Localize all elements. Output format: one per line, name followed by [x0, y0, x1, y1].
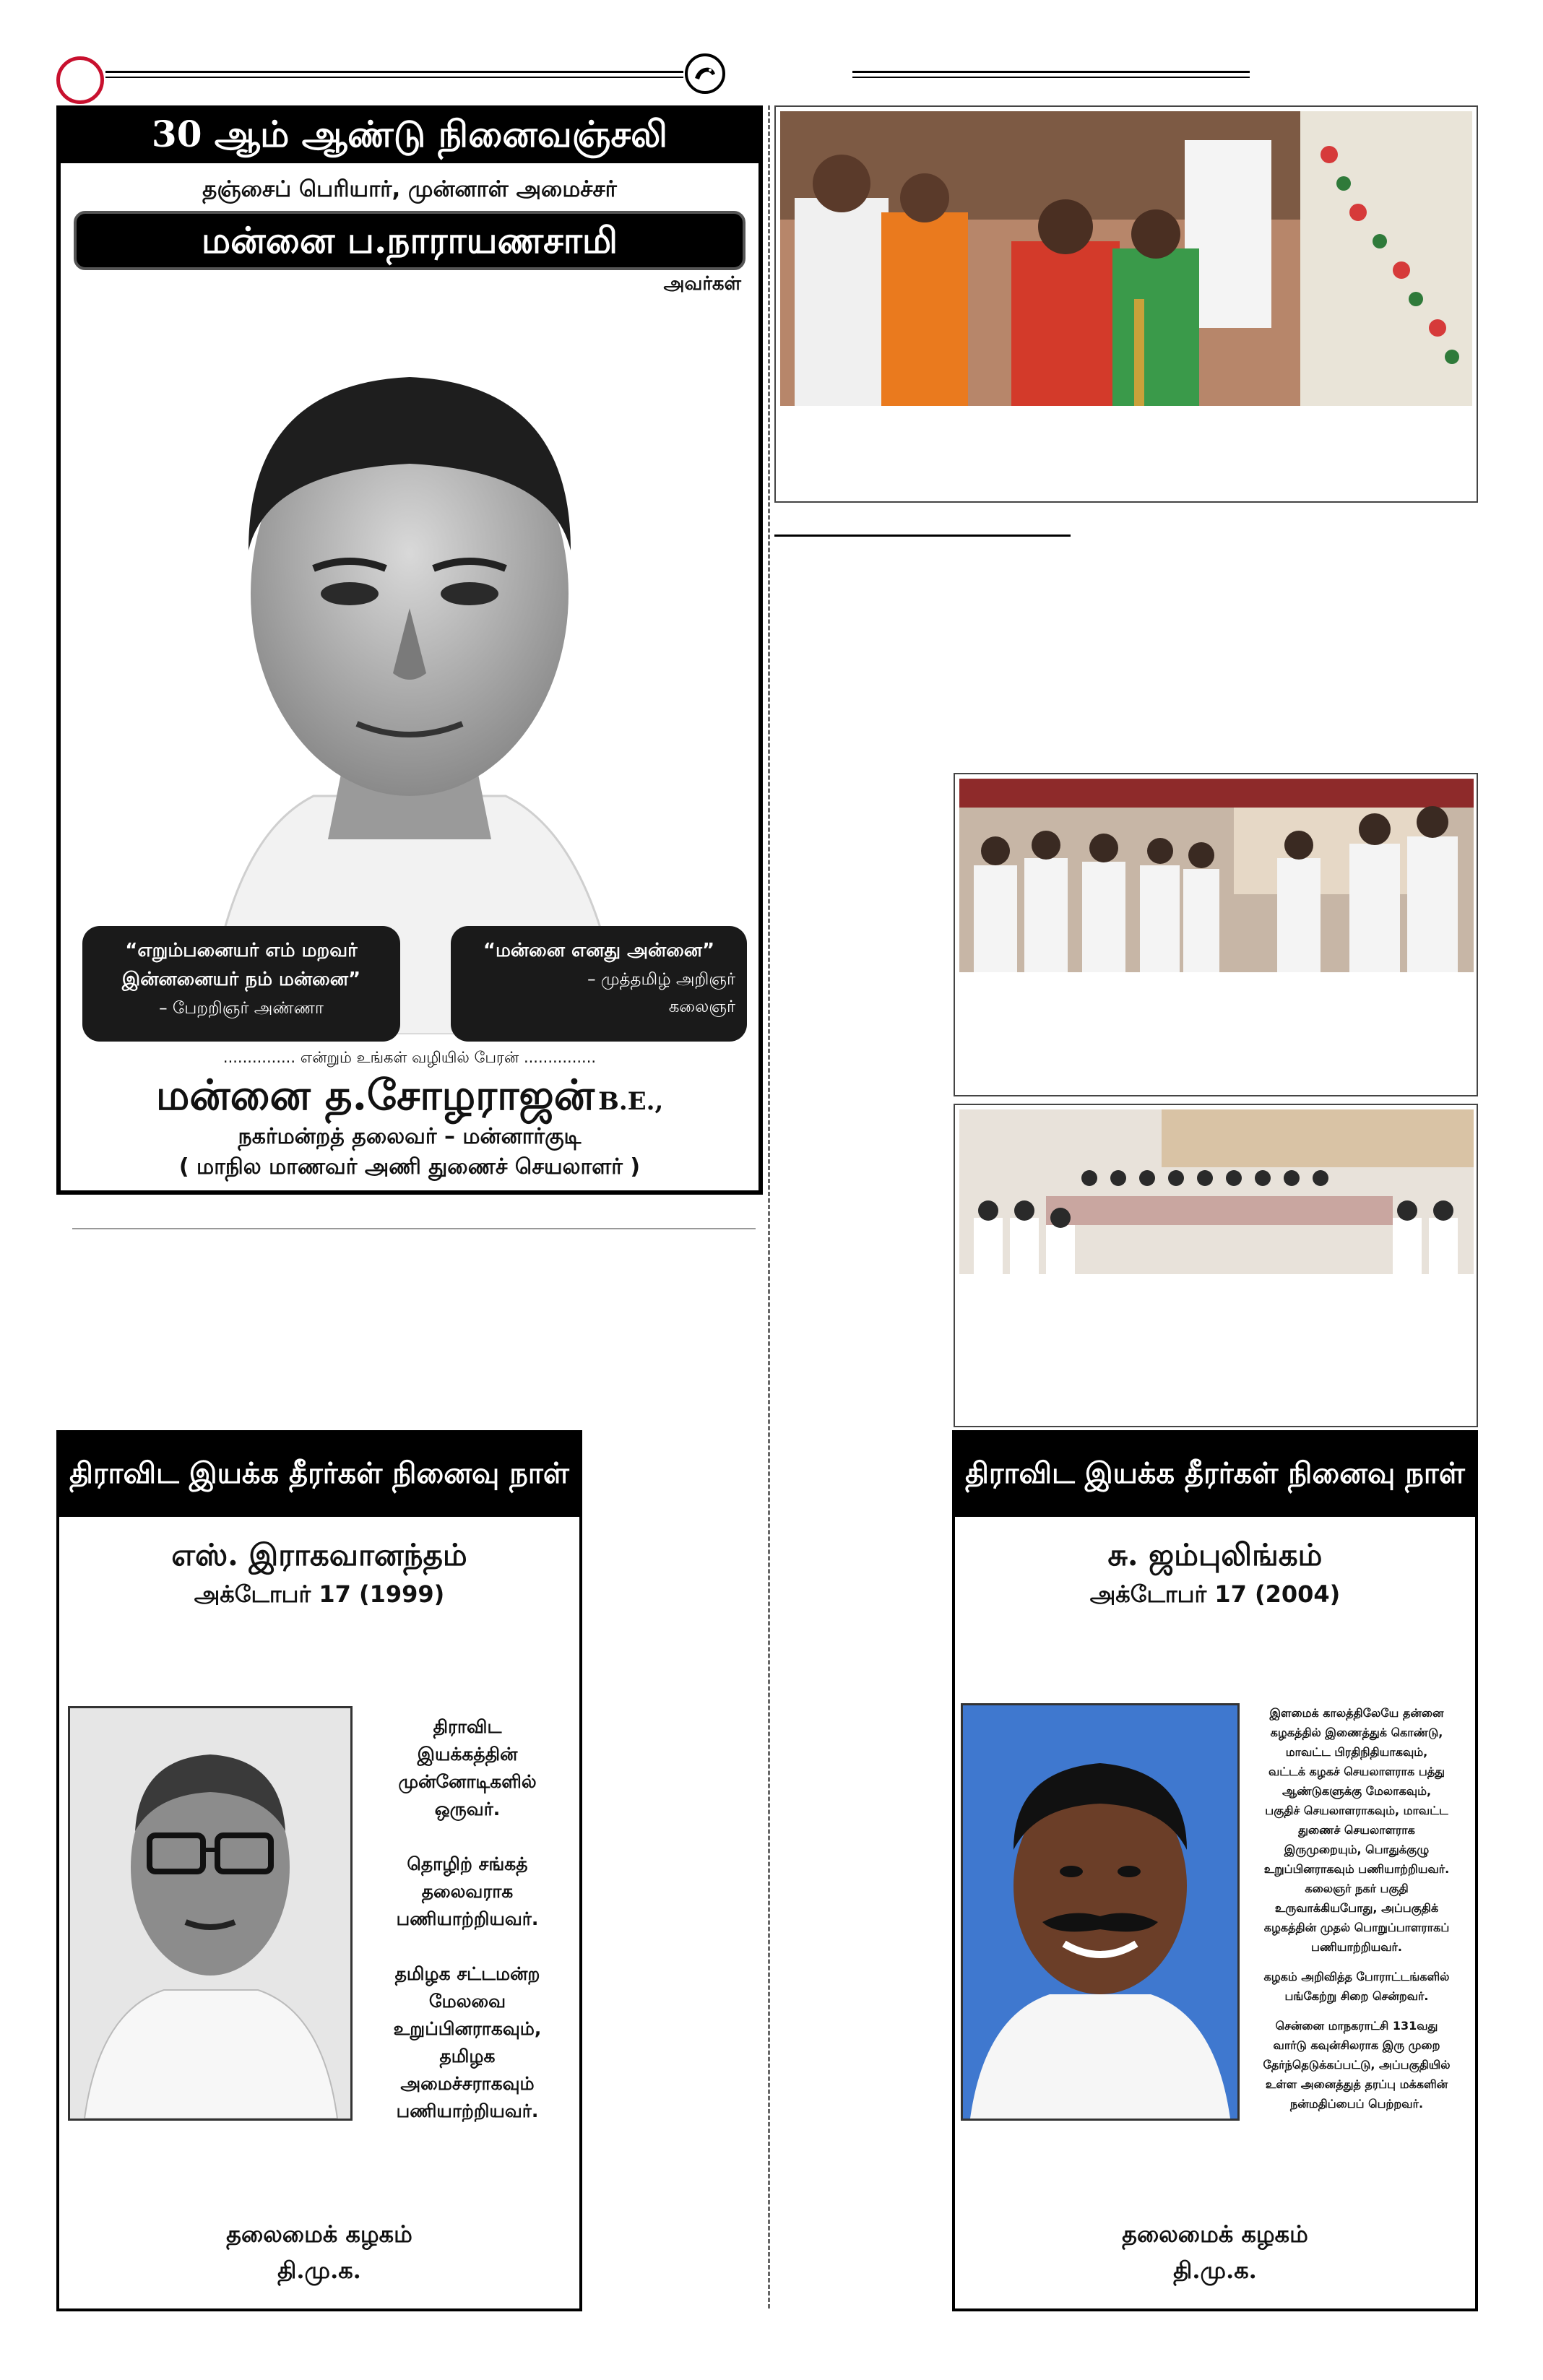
tribute-right-bio-line: உள்ள அனைத்துத் தரப்பு மக்களின் — [1265, 2077, 1448, 2091]
tribute-left-date: அக்டோபர் 17 (1999) — [194, 1580, 445, 1608]
memorial-portrait — [162, 290, 657, 1034]
tribute-right-bio-line: கலைஞர் நகர் பகுதி — [1305, 1882, 1409, 1895]
tribute-right-bio-line: நன்மதிப்பைப் பெற்றவர். — [1289, 2097, 1424, 2111]
tribute-right-bio-line: தேர்ந்தெடுக்கப்பட்டு, அப்பகுதியில் — [1263, 2058, 1451, 2072]
news-photo-3 — [959, 1109, 1474, 1274]
grandson-title: நகர்மன்றத் தலைவர் – மன்னார்குடி — [238, 1124, 582, 1149]
memorial-headline: 30 ஆம் ஆண்டு நினைவஞ்சலி — [61, 110, 758, 163]
news-photo-frame-3 — [954, 1104, 1478, 1427]
quote-left-line1: “எறும்பனையர் எம் மறவர் — [125, 940, 358, 961]
tribute-right-bio-line: பகுதிச் செயலாளராகவும், மாவட்ட — [1265, 1804, 1448, 1817]
tribute-right-bio-line: உருவாக்கியபோது, அப்பகுதிக் — [1274, 1901, 1439, 1915]
tribute-left-bio-line: பணியாற்றியவர். — [396, 1908, 539, 1929]
tribute-right-date: அக்டோபர் 17 (2004) — [1089, 1580, 1341, 1608]
tribute-left-bio-line: தமிழக சட்டமன்ற — [394, 1963, 540, 1984]
news-photo-2 — [959, 779, 1474, 972]
tribute-left-header: திராவிட இயக்க தீரர்கள் நினைவு நாள் — [59, 1433, 579, 1517]
right-column-rule — [774, 535, 1071, 537]
quote-left-line2: இன்னனையர் நம் மன்னை” — [121, 969, 361, 990]
tribute-left-name: எஸ். இராகவானந்தம் — [171, 1537, 467, 1572]
grandson-role: ( மாநில மாணவர் அணி துணைச் செயலாளர் ) — [178, 1154, 641, 1180]
tribute-left-bio-line — [363, 1823, 572, 1851]
memorial-ad — [56, 105, 763, 1195]
tribute-box-right — [952, 1430, 1478, 2311]
grandson-degree: B.E., — [598, 1087, 664, 1116]
tribute-left-footer-2: தி.மு.க. — [277, 2256, 361, 2284]
column-divider — [768, 105, 770, 2308]
memorial-subtitle: தஞ்சைப் பெரியார், முன்னாள் அமைச்சர் — [202, 176, 617, 202]
news-photo-1 — [780, 111, 1472, 406]
news-photo-frame-2 — [954, 773, 1478, 1096]
tribute-right-bio-line: கழகம் அறிவித்த போராட்டங்களில் — [1263, 1970, 1450, 1983]
tribute-left-bio-line: இயக்கத்தின் — [417, 1744, 518, 1765]
tribute-right-bio — [1242, 1703, 1471, 2113]
quote-box-left — [82, 926, 400, 1042]
tribute-left-bio-line: தொழிற் சங்கத் — [407, 1853, 528, 1874]
tiger-emblem-icon — [685, 53, 725, 94]
masthead-rule-left — [105, 71, 683, 73]
tribute-right-bio-line: வட்டக் கழகச் செயலாளராக பத்து — [1268, 1765, 1445, 1778]
quote-right-line1: “மன்னை எனது அன்னை” — [483, 940, 715, 961]
tribute-right-bio-line: கழகத்தின் முதல் பொறுப்பாளராகப் — [1263, 1921, 1450, 1934]
memorial-name: மன்னை ப.நாராயணசாமி — [201, 219, 618, 261]
tribute-left-bio-line: தலைவராக — [421, 1881, 514, 1902]
tribute-left-footer-1: தலைமைக் கழகம் — [226, 2220, 412, 2248]
tribute-left-bio-line — [363, 1933, 572, 1960]
news-photo-frame-1 — [774, 105, 1478, 503]
tribute-left-bio-line: அமைச்சராகவும் — [400, 2073, 535, 2094]
tribute-right-header: திராவிட இயக்க தீரர்கள் நினைவு நாள் — [955, 1433, 1475, 1517]
tribute-left-bio-line: முன்னோடிகளில் — [398, 1771, 537, 1792]
masthead-logo-icon — [56, 56, 104, 104]
quote-box-right — [451, 926, 747, 1042]
tribute-right-bio-line: வார்டு கவுன்சிலராக இரு முறை — [1273, 2038, 1440, 2052]
tribute-right-bio-line: பங்கேற்று சிறை சென்றவர். — [1284, 1989, 1429, 2003]
tribute-left-bio-line: மேலவை — [428, 1991, 506, 2012]
tribute-left-bio-line: உறுப்பினராகவும், — [393, 2018, 542, 2039]
masthead-rule-right — [852, 71, 1250, 73]
tribute-left-bio-line: தமிழக — [439, 2046, 496, 2067]
tribute-right-bio-line: மாவட்ட பிரதிநிதியாகவும், — [1285, 1745, 1428, 1759]
tribute-left-bio-line: திராவிட — [433, 1716, 502, 1737]
masthead-rule-right-thin — [852, 77, 1250, 78]
grandson-name: மன்னை த.சோழராஜன் — [155, 1070, 595, 1120]
quote-right-attribution-1: – முத்தமிழ் அறிஞர் — [587, 970, 735, 989]
tribute-left-bio-line: ஒருவர். — [434, 1799, 501, 1819]
tribute-right-bio-line: பணியாற்றியவர். — [1311, 1940, 1402, 1954]
tribute-right-bio-line: கழகத்தில் இணைத்துக் கொண்டு, — [1270, 1726, 1443, 1739]
tribute-left-photo — [68, 1706, 353, 2121]
tribute-right-bio-line: இருமுறையும், பொதுக்குழு — [1284, 1843, 1430, 1856]
memorial-tagline: ............... என்றும் உங்கள் வழியில் பேரன் ............... — [222, 1049, 597, 1066]
tribute-right-footer-2: தி.மு.க. — [1173, 2256, 1257, 2284]
tribute-right-bio-line: சென்னை மாநகராட்சி 131வது — [1275, 2019, 1438, 2033]
tribute-right-bio-line: துணைச் செயலாளராக — [1298, 1823, 1415, 1837]
tribute-box-left — [56, 1430, 582, 2311]
tribute-right-footer-1: தலைமைக் கழகம் — [1122, 2220, 1308, 2248]
tribute-right-bio-line: இளமைக் காலத்திலேயே தன்னை — [1269, 1706, 1444, 1720]
tribute-left-bio-line: பணியாற்றியவர். — [396, 2100, 539, 2121]
grandson-name-line — [61, 1070, 758, 1125]
left-column-rule — [72, 1228, 756, 1229]
tribute-right-photo — [961, 1703, 1240, 2121]
memorial-honorific: அவர்கள் — [663, 273, 741, 295]
tribute-right-bio-line: ஆண்டுகளுக்கு மேலாகவும், — [1281, 1784, 1432, 1798]
quote-left-attribution: – பேறறிஞர் அண்ணா — [159, 999, 324, 1018]
tribute-right-bio-line: உறுப்பினராகவும் பணியாற்றியவர். — [1263, 1862, 1450, 1876]
quote-right-attribution-2: கலைஞர் — [668, 998, 735, 1016]
tribute-right-name: சு. ஜம்புலிங்கம் — [1107, 1537, 1323, 1572]
memorial-name-banner — [74, 211, 745, 270]
tribute-left-bio — [363, 1713, 572, 2125]
masthead-rule-left-thin — [105, 77, 683, 78]
